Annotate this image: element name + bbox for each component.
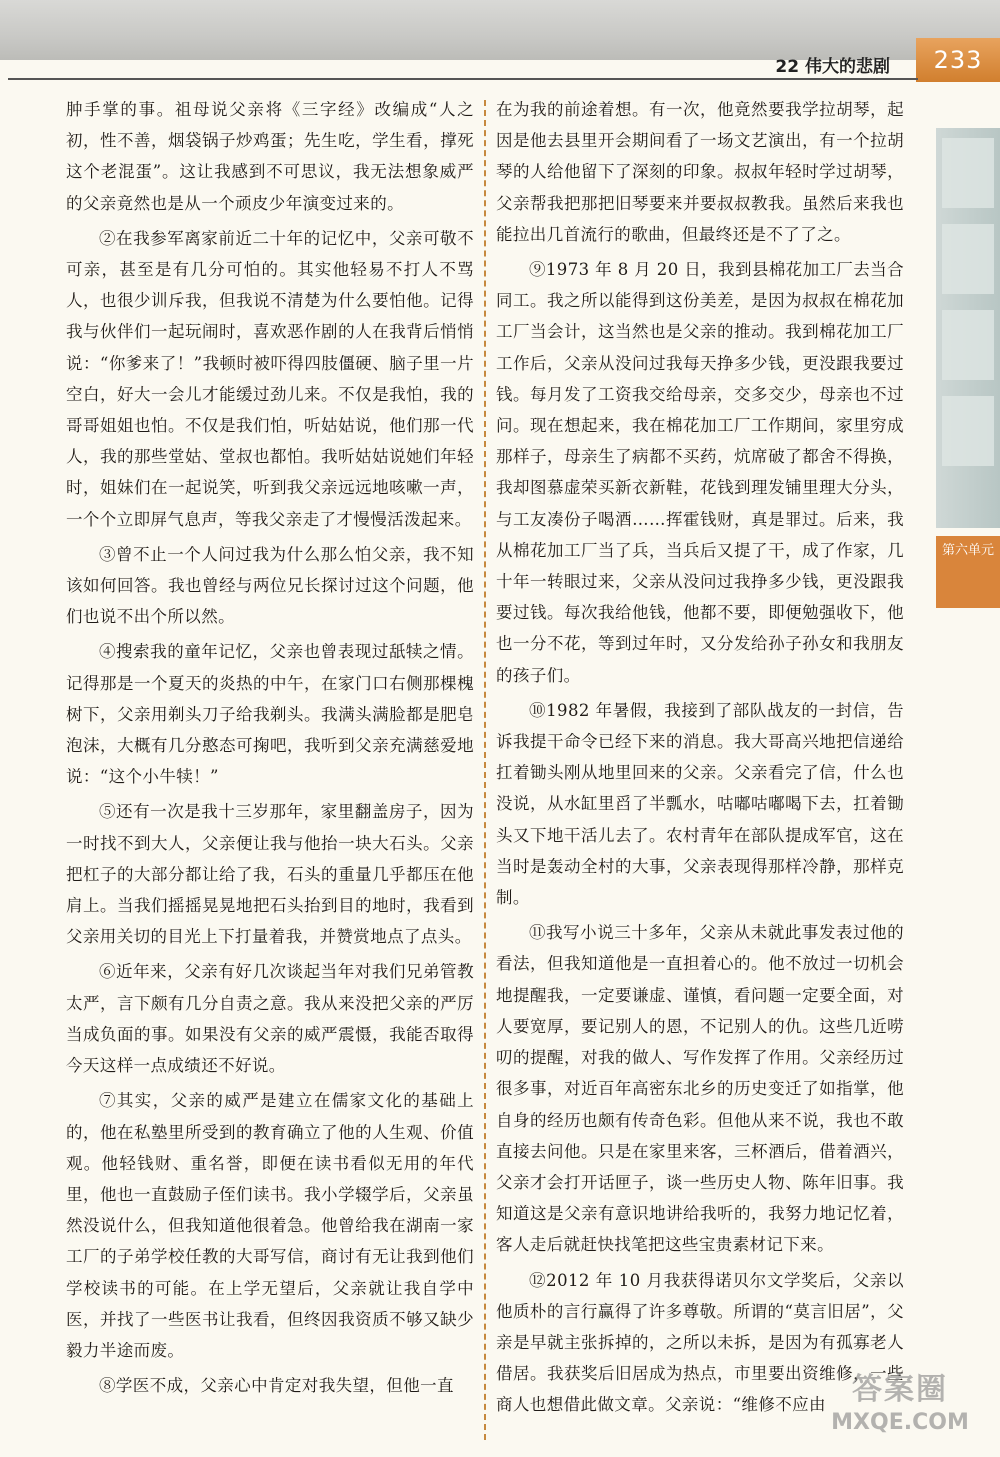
watermark-url: MXQE.COM: [831, 1410, 969, 1435]
side-decoration-block: [942, 138, 994, 208]
side-decoration: [936, 128, 1000, 528]
side-decoration-block: [942, 224, 994, 294]
watermark: [810, 1370, 990, 1450]
paragraph: ⑫2012 年 10 月我获得诺贝尔文学奖后，父亲以他质朴的言行赢得了许多尊敬。所谓的“莫言旧居”，父亲是早就主张拆掉的，之所以未拆，是因为有孤寡老人借居。我获奖后旧居成为热点，市里要出资维修，一些商人也想借此做文章。父亲说：“维修不应由: [496, 1270, 904, 1415]
paragraph: ⑨1973 年 8 月 20 日，我到县棉花加工厂去当合同工。我之所以能得到这份美差，是因为叔叔在棉花加工厂当会计，这当然也是父亲的推动。我到棉花加工厂工作后，父亲从没问过我每天挣多少钱，更没跟我要过钱。每月发了工资我交给母亲，交多交少，母亲也不过问。现在想起来，我在棉花加工厂工作期间，家里穷成那样子，母亲生了病都不买药，炕席破了都舍不得换，我却图慕虚荣买新衣新鞋，花钱到理发铺里理大分头，与工友凑份子喝酒……挥霍钱财，真是罪过。后来，我从棉花加工厂当了兵，当兵后又提了干，成了作家，几十年一转眼过来，父亲从没问过我挣多少钱，更没跟我要过钱。每次我给他钱，他都不要，即便勉强收下，他也一分不花，等到过年时，又分发给孙子孙女和我朋友的孩子们。: [496, 260, 904, 685]
paragraph: ⑧学医不成，父亲心中肯定对我失望，但他一直: [99, 1376, 454, 1396]
side-decoration-block: [942, 310, 994, 380]
paragraph: ⑪我写小说三十多年，父亲从未就此事发表过他的看法，但我知道他是一直担着心的。他不放过一切机会地提醒我，一定要谦虚、谨慎，看问题一定要全面，对人要宽厚，要记别人的恩，不记别人的仇。这些几近唠叨的提醒，对我的做人、写作发挥了作用。父亲经历过很多事，对近百年高密东北乡的历史变迁了如指掌，他自身的经历也颇有传奇色彩。但他从来不说，我也不敢直接去问他。只是在家里来客，三杯酒后，借着酒兴，父亲才会打开话匣子，谈一些历史人物、陈年旧事。我知道这是父亲有意识地讲给我听的，我努力地记忆着，客人走后就赶快找笔把这些宝贵素材记下来。: [496, 923, 904, 1255]
paragraph: 在为我的前途着想。有一次，他竟然要我学拉胡琴，起因是他去县里开会期间看了一场文艺演出，有一个拉胡琴的人给他留下了深刻的印象。叔叔年轻时学过胡琴，父亲帮我把那把旧琴要来并要叔叔教我。虽然后来我也能拉出几首流行的歌曲，但最终还是不了了之。: [496, 100, 904, 244]
paragraph: ⑦其实，父亲的威严是建立在儒家文化的基础上的，他在私塾里所受到的教育确立了他的人生观、价值观。他轻钱财、重名誉，即便在读书看似无用的年代里，他也一直鼓励子侄们读书。我小学辍学后，父亲虽然没说什么，但我知道他很着急。他曾给我在湖南一家工厂的子弟学校任教的大哥写信，商讨有无让我到他们学校读书的可能。在上学无望后，父亲就让我自学中医，并找了一些医书让我看，但终因我资质不够又缺少毅力半途而废。: [66, 1091, 474, 1360]
side-decoration-block: [942, 396, 994, 466]
chapter-title: 22 伟大的悲剧: [775, 57, 890, 77]
paragraph: ⑩1982 年暑假，我接到了部队战友的一封信，告诉我提干命令已经下来的消息。我大哥高兴地把信递给扛着锄头刚从地里回来的父亲。父亲看完了信，什么也没说，从水缸里舀了半瓢水，咕嘟咕嘟喝下去，扛着锄头又下地干活儿去了。农村青年在部队提成军官，这在当时是轰动全村的大事，父亲表现得那样冷静，那样克制。: [496, 700, 904, 908]
unit-tab: 第六单元: [936, 536, 1000, 608]
page-number: 233: [916, 38, 1000, 82]
right-column: [496, 94, 904, 1425]
paragraph: ③曾不止一个人问过我为什么那么怕父亲，我不知该如何回答。我也曾经与两位兄长探讨过这个问题，他们也说不出个所以然。: [66, 544, 474, 627]
paragraph: ④搜索我的童年记忆，父亲也曾表现过舐犊之情。记得那是一个夏天的炎热的中午，在家门口右侧那棵槐树下，父亲用剃头刀子给我剃头。我满头满脸都是肥皂泡沫，大概有几分憨态可掬吧，我听到父亲充满慈爱地说：“这个小牛犊！”: [66, 642, 474, 787]
paragraph: 肿手掌的事。祖母说父亲将《三字经》改编成“人之初，性不善，烟袋锅子炒鸡蛋；先生吃，学生看，撑死这个老混蛋”。这让我感到不可思议，我无法想象威严的父亲竟然也是从一个顽皮少年演变过来的。: [66, 100, 474, 213]
paragraph: ⑥近年来，父亲有好几次谈起当年对我们兄弟管教太严，言下颇有几分自责之意。我从来没把父亲的严厉当成负面的事。如果没有父亲的威严震慑，我能否取得今天这样一点成绩还不好说。: [66, 962, 474, 1076]
header-band: [0, 0, 1000, 60]
watermark-top: 答案圈: [852, 1372, 948, 1407]
header-rule: [8, 78, 918, 80]
column-divider: [484, 100, 486, 1440]
paragraph: ⑤还有一次是我十三岁那年，家里翻盖房子，因为一时找不到大人，父亲便让我与他抬一块大石头。父亲把杠子的大部分都让给了我，石头的重量几乎都压在他肩上。当我们摇摇晃晃地把石头抬到目的地时，我看到父亲用关切的目光上下打量着我，并赞赏地点了点头。: [66, 802, 474, 947]
left-column: [66, 94, 474, 1405]
paragraph: ②在我参军离家前近二十年的记忆中，父亲可敬不可亲，甚至是有几分可怕的。其实他轻易不打人不骂人，也很少训斥我，但我说不清楚为什么要怕他。记得我与伙伴们一起玩闹时，喜欢恶作剧的人在我背后悄悄说：“你爹来了！”我顿时被吓得四肢僵硬、脑子里一片空白，好大一会儿才能缓过劲儿来。不仅是我怕，我的哥哥姐姐也怕。不仅是我们怕，听姑姑说，他们那一代人，我的那些堂姑、堂叔也都怕。我听姑姑说她们年轻时，姐妹们在一起说笑，听到我父亲远远地咳嗽一声，一个个立即屏气息声，等我父亲走了才慢慢活泼起来。: [66, 228, 474, 529]
